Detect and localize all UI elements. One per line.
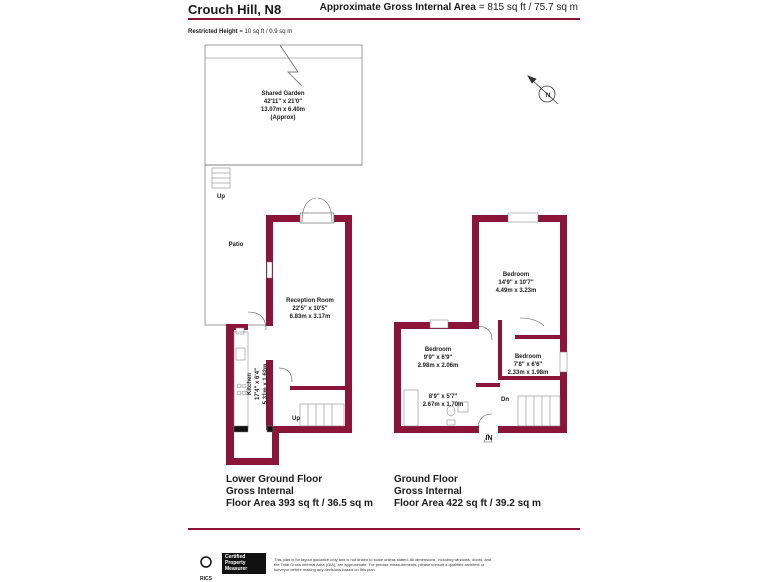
gross-area-value: = 815 sq ft / 75.7 sq m — [478, 2, 578, 13]
bedroom1-metric: 4.49m x 3.23m — [495, 288, 537, 294]
ground-floor-area: Floor Area 422 sq ft / 39.2 sq m — [394, 498, 541, 509]
reception-metric: 6.83m x 3.17m — [289, 314, 331, 320]
gross-area-label: Approximate Gross Internal Area — [319, 2, 476, 13]
ground-floor-caption — [394, 474, 541, 510]
garden-metric: 13.07m x 6.40m — [260, 107, 306, 113]
ground-floor-walls — [394, 215, 567, 433]
entrance-in-marker: IN — [485, 435, 493, 442]
bedroom1-name: Bedroom — [502, 272, 530, 278]
bedroom-window-top — [508, 213, 538, 222]
page-title: Crouch Hill, N8 — [188, 2, 282, 17]
lower-floor-name: Lower Ground Floor — [226, 474, 323, 485]
reception-name: Reception Room — [286, 298, 334, 304]
reception-french-doors — [300, 198, 334, 223]
bathroom-imperial: 8'9" x 5'7" — [428, 394, 458, 400]
kitchen-imperial: 17'4" x 6'4" — [255, 368, 261, 400]
bedroom2-window — [430, 320, 448, 328]
patio-steps — [212, 168, 230, 188]
north-arrow-icon — [528, 76, 558, 104]
bedroom3-metric: 2.33m x 1.98m — [507, 370, 549, 376]
garden-imperial: 42'11" x 21'0" — [263, 99, 303, 105]
disclaimer-text: This plan is for layout guidance only and is not drawn to scale unless stated. All dimensions, including windows, doors, and the Total Gross Internal Area (GIA), are approximate. For precise measurements, please consult a qualified architect or surveyor before making any decisions based on this plan. — [274, 557, 492, 572]
rics-logo — [196, 555, 216, 582]
lower-floor-area: Floor Area 393 sq ft / 36.5 sq m — [226, 498, 373, 509]
lower-ground-stairs — [300, 404, 344, 426]
reception-window — [267, 262, 272, 278]
ground-floor-stairs — [518, 396, 560, 426]
bedroom2-imperial: 9'9" x 6'9" — [423, 355, 453, 361]
cert-line-2: Property — [225, 560, 246, 566]
bedroom2-name: Bedroom — [424, 347, 452, 353]
bedroom3-name: Bedroom — [514, 354, 542, 360]
footer-rule — [188, 528, 580, 530]
reception-imperial: 22'5" x 10'5" — [292, 306, 328, 312]
bedroom1-imperial: 14'9" x 10'7" — [498, 280, 534, 286]
north-label: N — [545, 93, 551, 99]
bathroom-metric: 2.67m x 1.70m — [422, 402, 464, 408]
lower-floor-gia: Gross Internal — [226, 486, 294, 497]
patio-up-marker: Up — [217, 194, 225, 200]
entrance-door-swing — [478, 414, 492, 430]
patio-name: Patio — [228, 242, 244, 248]
bedroom3-window — [560, 352, 567, 372]
certified-measurer-badge — [222, 553, 266, 574]
lower-door-swing — [279, 368, 292, 382]
ground-floor-name: Ground Floor — [394, 474, 458, 485]
garden-name: Shared Garden — [261, 91, 305, 97]
bedroom3-door-swing — [520, 318, 544, 326]
cert-line-3: Measurer — [225, 566, 248, 572]
ground-dn-marker: Dn — [501, 397, 509, 403]
lower-floor-caption — [226, 474, 373, 510]
kitchen-metric: 5.31m x 1.62m — [263, 363, 269, 405]
kitchen-name: Kitchen — [247, 372, 253, 396]
kitchen-door-swing — [248, 312, 266, 330]
ground-floor-gia: Gross Internal — [394, 486, 462, 497]
bedroom3-imperial: 7'8" x 6'6" — [513, 362, 543, 368]
lower-up-marker: Up — [292, 416, 300, 422]
garden-path-zigzag — [280, 45, 302, 86]
rics-text: RICS — [200, 576, 212, 582]
shared-garden-area — [205, 45, 362, 165]
rics-emblem-icon — [196, 555, 216, 575]
bedroom2-metric: 2.98m x 2.06m — [417, 363, 459, 369]
cert-line-1: Certified — [225, 554, 246, 560]
restricted-value: = 10 sq ft / 0.9 sq m — [239, 29, 293, 35]
garden-note: (Approx) — [270, 115, 296, 121]
restricted-label: Restricted Height — [188, 29, 238, 35]
kitchen-label-group — [247, 364, 269, 405]
kitchen-window — [236, 328, 244, 334]
